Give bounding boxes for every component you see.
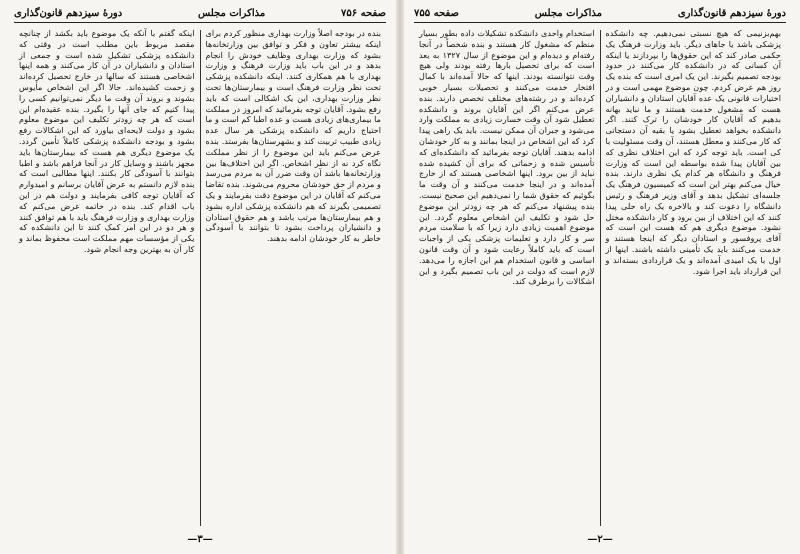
column-left [14,28,200,528]
column-left [414,28,600,528]
page-755 [400,0,800,554]
header-rule [414,22,786,23]
page-header [414,6,786,20]
text-columns [414,28,786,528]
page-label: صفحه ۷۵۵ [414,7,459,19]
column-text: اینکه گفتم با آنکه یک موضوع باید بکشد از چنانچه مقصد مربوط باین مطلب است در وقتی که دانشکده پزشکی تشکیل شده است و جمعی از استادان و دانشیاران در آن کار می‌کنند و همه اینها اشخاصی هستند که سالها در خارج تحصیل کرده‌اند و زحمت کشیده‌اند. حالا اگر این اشخاص مأیوس بشوند و بروند آن وقت ما دیگر نمی‌توانیم کسی را پیدا کنیم که جای آنها را بگیرد. بنده عقیده‌ام این است که هر چه زودتر تکلیف این موضوع معلوم بشود و دولت لایحه‌ای بیاورد که این اشکالات رفع بشود و بودجه دانشکده پزشکی کاملاً تأمین گردد. یک موضوع دیگری هم هست که بیمارستان‌ها باید مجهز باشند و وسایل کار در آنجا فراهم باشد و اطبا بتوانند با آسودگی کار بکنند. اینها مطالبی است که بنده لازم دانستم به عرض آقایان برسانم و امیدوارم که آقایان توجه کافی بفرمایند و دولت هم در این باب اقدام کند. بنده در خاتمه عرض می‌کنم که وزارت بهداری و وزارت فرهنگ باید با هم توافق کنند و هر دو در این امر کمک کنند تا این دانشکده که یکی از مؤسسات مهم مملکت است محفوظ بماند و کار آن به بهترین وجه انجام شود. [19,28,195,254]
header-rule [14,22,386,23]
section-title: مذاکرات مجلس [534,7,603,19]
column-divider [600,30,601,526]
column-right [201,28,387,528]
column-text: استخدام واحدی دانشکده تشکیلات داده بطور بسیار منظم که مشغول کار هستند و بنده شخصاً در آنجا رفته‌ام و دیده‌ام و این موضوع از سال ۱۳۲۷ به بعد است که برای تحصیل بارها رفته بودند ولی هیچ وقت نتوانسته بودند. اینها که حالا آمده‌اند با کمال افتخار خدمت می‌کنند و تحصیلات بسیار خوبی کرده‌اند و در رشته‌های مختلف تخصص دارند. بنده عرض می‌کنم اگر این آقایان بروند و دانشکده تعطیل شود آن وقت خسارت زیادی به مملکت وارد می‌شود و جبران آن ممکن نیست. باید یک راهی پیدا کرد که این اشخاص در اینجا بمانند و به کار خودشان ادامه بدهند. آقایان توجه بفرمائید که دانشکده‌ای که تأسیس شده و زحماتی که برای آن کشیده شده نباید از بین برود. اینها اشخاصی هستند که از خارج آمده‌اند و در اینجا خدمت می‌کنند و آن وقت ما بگوئیم که حقوق شما را نمی‌دهیم این صحیح نیست. بنده پیشنهاد می‌کنم که هر چه زودتر این موضوع حل شود و تکلیف این اشخاص معلوم گردد. این موضوع اهمیت زیادی دارد زیرا که با سلامت مردم سر و کار دارد و تعلیمات پزشکی یکی از واجبات است که باید کاملاً رعایت شود و آن وقت قانون اساسی و قانون استخدام هم این اجازه را می‌دهد. لازم است که دولت در این باب تصمیم بگیرد و این اشکالات را برطرف کند. [419,28,595,287]
session-title: دورهٔ سیزدهم قانون‌گذاری [14,7,123,19]
column-text: بهم‌بزنیمی که هیچ نسبتی نمی‌دهیم. چه دانشکده پزشکی باشد یا جاهای دیگر. باید وزارت فرهنگ یک حکمی صادر کند که این حقوق‌ها را بپردازند یا اینکه آن کسانی که در دانشکده کار می‌کنند در حدود بودجه تصمیم بگیرند. این یک امری است که بنده یک روز هم عرض کردم. چون موضوع مهمی است و در اختیارات قانونی یک عده آقایان استادان و دانشیاران هست که مشغول خدمت هستند و ما نباید بهانه بدهیم که آقایان کار خودشان را ترک کنند. اگر دانشکده بخواهد تعطیل بشود یا بقیه آن دستجاتی که کار می‌کنند و معطل هستند، آن وقت مسئولیت با کی است. باید توجه کرد که این اختلاف نظری که بین آقایان پیدا شده بواسطه این است که وزارت فرهنگ و دانشگاه هر کدام یک نظری دارند. بنده خیال می‌کنم بهتر این است که کمیسیون فرهنگ یک جلسه‌ای تشکیل بدهد و آقای وزیر فرهنگ و رئیس دانشگاه را دعوت کند و بالاخره یک راه حلی پیدا کنند که این اختلاف از بین برود و کار دانشکده مختل نشود. موضوع دیگری هم که هست این است که آقای پروفسور و استادان دیگر که اینجا هستند و خدمت می‌کنند باید یک تأمینی داشته باشند. اینها از اول با یک امیدی آمده‌اند و یک قراردادی بسته‌اند و این قرارداد باید اجرا شود. [605,28,781,276]
page-header [14,6,386,20]
column-right [601,28,787,528]
book-gutter [396,0,404,554]
column-divider [200,30,201,526]
session-title: دورهٔ سیزدهم قانون‌گذاری [677,7,786,19]
page-label: صفحه ۷۵۶ [341,7,386,19]
text-columns [14,28,386,528]
column-text: بنده در بودجه اصلاً وزارت بهداری منظور کردم برای اینکه بیشتر تعاون و فکر و توافق بین وزارتخانه‌ها بشود که وزارت بهداری وظایف خودش را انجام بدهد و در این باب باید وزارت فرهنگ و وزارت بهداری با هم همکاری کنند. اینکه دانشکده پزشکی تحت نظر وزارت فرهنگ است و بیمارستان‌ها تحت نظر وزارت بهداری، این یک اشکالی است که باید رفع بشود. آقایان توجه بفرمائید که امروز در مملکت ما بیماری‌های زیادی هست و عده اطبا کم است و ما احتیاج داریم که دانشکده پزشکی هر سال عده زیادی طبیب تربیت کند و بشهرستان‌ها بفرستد. بنده عرض می‌کنم باید این موضوع را از نظر مملکت نگاه کرد نه از نظر اشخاص. اگر این اختلاف‌ها بین وزارتخانه‌ها باشد آن وقت ضرر آن به مردم می‌رسد و مردم از حق خودشان محروم می‌شوند. بنده تقاضا می‌کنم که آقایان در این موضوع دقت بفرمایند و یک تصمیمی بگیرند که هم دانشکده پزشکی اداره بشود و هم بیمارستان‌ها مرتب باشد و هم حقوق استادان و دانشیاران پرداخت بشود تا بتوانند با آسودگی خاطر به کار خودشان ادامه بدهند. [205,28,381,244]
section-title: مذاکرات مجلس [198,7,266,19]
page-number: —۲— [587,534,613,545]
page-number: —۳— [187,534,213,545]
